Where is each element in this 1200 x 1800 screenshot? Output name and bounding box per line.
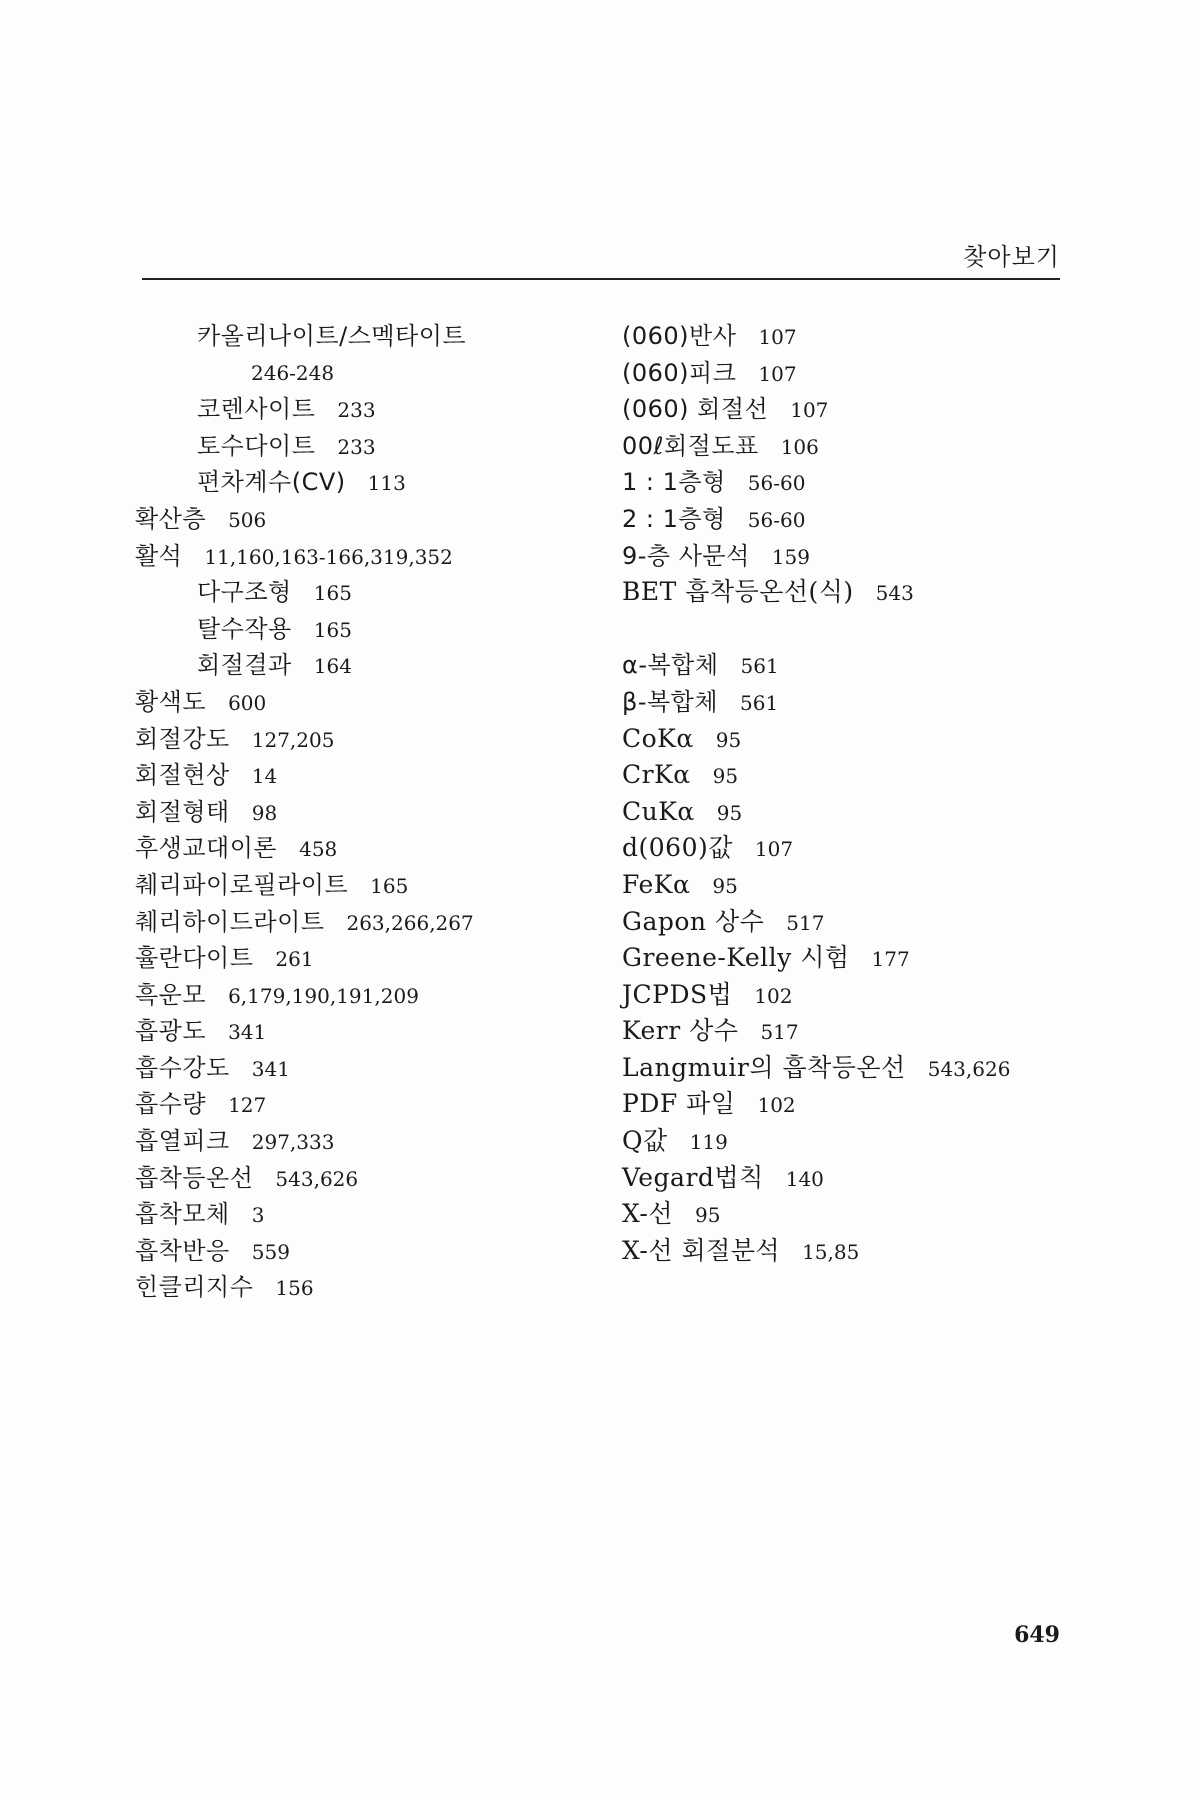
index-pages: 341 — [228, 1020, 267, 1045]
index-pages: 140 — [785, 1166, 824, 1191]
index-entry — [135, 428, 615, 465]
index-pages: 56-60 — [747, 507, 806, 532]
index-term: Kerr 상수 — [622, 1016, 739, 1046]
index-entry — [135, 501, 615, 538]
index-entry — [622, 1050, 1062, 1087]
page-number: 649 — [1014, 1622, 1060, 1648]
index-pages: 3 — [251, 1203, 265, 1228]
index-term: (060)피크 — [622, 358, 737, 387]
index-term: 췌리파이로필라이트 — [135, 870, 349, 899]
index-term: 흡수량 — [135, 1090, 207, 1119]
index-term: α-복합체 — [622, 651, 719, 680]
index-term: 토수다이트 — [197, 431, 316, 460]
index-term: X-선 회절분석 — [622, 1235, 781, 1265]
index-pages: 107 — [790, 398, 829, 423]
index-term: Vegard법칙 — [622, 1162, 764, 1192]
index-entry — [622, 684, 1062, 721]
index-entry — [135, 1233, 615, 1270]
index-term: Q값 — [622, 1126, 668, 1156]
index-term: 휼란다이트 — [135, 944, 254, 973]
index-pages: 506 — [228, 507, 267, 532]
index-entry — [135, 1086, 615, 1123]
index-pages: 341 — [251, 1056, 290, 1081]
index-pages: 561 — [740, 654, 779, 679]
index-pages: 561 — [740, 690, 779, 715]
index-term: PDF 파일 — [622, 1089, 736, 1119]
index-entry — [622, 940, 1062, 977]
header-rule — [142, 278, 1060, 280]
index-pages: 107 — [758, 325, 797, 349]
index-pages: 233 — [337, 398, 376, 423]
index-pages: 56-60 — [747, 471, 806, 496]
index-term: FeKα — [622, 869, 691, 899]
index-term: β-복합체 — [622, 687, 719, 716]
index-pages: 15,85 — [802, 1239, 860, 1264]
index-pages: 119 — [689, 1130, 728, 1155]
index-term: X-선 — [622, 1199, 674, 1229]
index-entry — [622, 318, 1062, 355]
index-term: 확산층 — [135, 504, 207, 533]
index-pages: 233 — [337, 434, 376, 459]
index-term: 췌리하이드라이트 — [135, 907, 325, 936]
index-term: (060)반사 — [622, 322, 737, 350]
index-term: 탈수작용 — [197, 614, 292, 643]
index-entry — [622, 977, 1062, 1014]
index-pages: 559 — [251, 1239, 290, 1264]
index-pages: 177 — [871, 947, 910, 972]
index-pages: 102 — [754, 983, 793, 1008]
index-entry — [622, 1123, 1062, 1160]
index-term: 흡착반응 — [135, 1236, 230, 1265]
index-entry — [622, 904, 1062, 941]
index-entry — [135, 830, 615, 867]
index-gap — [622, 611, 1062, 648]
index-pages: 113 — [367, 471, 406, 496]
index-entry — [135, 867, 615, 904]
running-header: 찾아보기 — [963, 243, 1060, 271]
index-pages: 165 — [370, 873, 409, 898]
index-pages: 165 — [313, 617, 352, 642]
index-pages: 95 — [712, 764, 739, 789]
index-entry — [622, 1013, 1062, 1050]
index-entry — [135, 794, 615, 831]
index-term: 흡착등온선 — [135, 1163, 254, 1192]
index-term: 00ℓ회절도표 — [622, 431, 759, 460]
index-entry — [135, 1123, 615, 1160]
index-entry — [622, 867, 1062, 904]
index-pages: 98 — [251, 800, 278, 825]
index-pages: 107 — [758, 361, 797, 386]
index-entry — [622, 757, 1062, 794]
index-pages: 297,333 — [251, 1130, 335, 1155]
index-entry — [135, 391, 615, 428]
index-pages: 261 — [275, 947, 314, 972]
index-entry — [135, 647, 615, 684]
index-term: 9-층 사문석 — [622, 541, 750, 570]
index-entry — [622, 1086, 1062, 1123]
index-term: CuKα — [622, 796, 695, 826]
index-entry — [135, 318, 615, 355]
index-entry — [622, 830, 1062, 867]
index-term: Gapon 상수 — [622, 906, 765, 936]
index-entry — [135, 538, 615, 575]
index-pages: 543,626 — [275, 1166, 359, 1191]
index-pages: 517 — [786, 910, 825, 935]
index-pages: 95 — [695, 1203, 721, 1228]
index-pages: 165 — [313, 581, 352, 606]
index-pages: 543 — [875, 581, 914, 606]
index-term: 카올리나이트/스멕타이트 — [197, 322, 467, 350]
index-term: 흡열피크 — [135, 1127, 230, 1156]
index-entry — [622, 574, 1062, 611]
index-pages: 458 — [299, 837, 338, 862]
index-term: CrKα — [622, 760, 691, 790]
index-term: 활석 — [135, 541, 183, 570]
index-term: 황색도 — [135, 687, 207, 716]
index-entry — [622, 464, 1062, 501]
index-entry — [135, 904, 615, 941]
index-pages: 102 — [757, 1093, 796, 1118]
index-entry — [622, 647, 1062, 684]
index-term: Langmuir의 흡착등온선 — [622, 1052, 906, 1082]
index-term: 흑운모 — [135, 980, 207, 1009]
index-entry — [135, 1013, 615, 1050]
index-entry — [135, 1269, 615, 1306]
index-term: Greene-Kelly 시험 — [622, 943, 850, 973]
index-entry — [135, 684, 615, 721]
index-entry — [135, 611, 615, 648]
index-pages: 543,626 — [927, 1056, 1011, 1081]
index-pages: 6,179,190,191,209 — [228, 983, 419, 1008]
index-pages: 14 — [251, 764, 278, 789]
index-term: 다구조형 — [197, 578, 292, 607]
index-term: 편차계수(CV) — [197, 468, 346, 497]
index-entry — [622, 1233, 1062, 1270]
index-pages: 156 — [275, 1276, 314, 1301]
index-pages: 107 — [754, 837, 794, 862]
index-term: CoKα — [622, 723, 694, 753]
index-term: 흡착모체 — [135, 1200, 230, 1229]
index-term: JCPDS법 — [622, 979, 733, 1009]
index-pages: 517 — [760, 1020, 799, 1045]
index-entry — [135, 940, 615, 977]
index-term: 회절현상 — [135, 761, 230, 790]
index-pages: 263,266,267 — [346, 910, 474, 935]
index-entry — [622, 1160, 1062, 1197]
index-pages: 106 — [780, 434, 819, 459]
index-pages: 159 — [771, 544, 810, 569]
index-entry — [622, 538, 1062, 575]
index-entry — [135, 721, 615, 758]
index-entry — [622, 721, 1062, 758]
index-pages: 246-248 — [251, 360, 335, 385]
index-pages: 11,160,163-166,319,352 — [204, 544, 453, 569]
index-pages: 164 — [313, 654, 352, 679]
index-term: 회절강도 — [135, 724, 230, 753]
index-pages: 95 — [712, 873, 738, 898]
index-term: 회절형태 — [135, 797, 230, 826]
index-entry — [135, 355, 615, 392]
index-term: 2 : 1층형 — [622, 504, 726, 533]
index-term: 회절결과 — [197, 651, 292, 680]
index-pages: 600 — [228, 690, 267, 715]
index-entry — [622, 428, 1062, 465]
index-entry — [135, 1160, 615, 1197]
index-entry — [622, 1196, 1062, 1233]
index-entry — [135, 464, 615, 501]
index-term: d(060)값 — [622, 833, 733, 863]
index-entry — [622, 391, 1062, 428]
index-pages: 95 — [716, 800, 743, 825]
index-column-left — [135, 318, 615, 1306]
index-term: 힌클리지수 — [135, 1273, 254, 1302]
index-entry — [622, 355, 1062, 392]
index-entry — [135, 1196, 615, 1233]
index-term: 후생교대이론 — [135, 834, 278, 863]
index-pages: 95 — [715, 727, 742, 752]
index-entry — [135, 977, 615, 1014]
index-entry — [622, 501, 1062, 538]
index-term: 코렌사이트 — [197, 395, 316, 424]
index-pages: 127,205 — [251, 727, 335, 752]
index-entry — [135, 574, 615, 611]
index-pages: 127 — [228, 1093, 267, 1118]
index-term: 흡수강도 — [135, 1053, 230, 1082]
index-term: 1 : 1층형 — [622, 468, 726, 497]
index-term: 흡광도 — [135, 1017, 207, 1046]
index-entry — [135, 1050, 615, 1087]
index-term: BET 흡착등온선(식) — [622, 577, 854, 607]
index-entry — [622, 794, 1062, 831]
index-entry — [135, 757, 615, 794]
index-term: (060) 회절선 — [622, 395, 769, 424]
index-column-right — [622, 318, 1062, 1269]
